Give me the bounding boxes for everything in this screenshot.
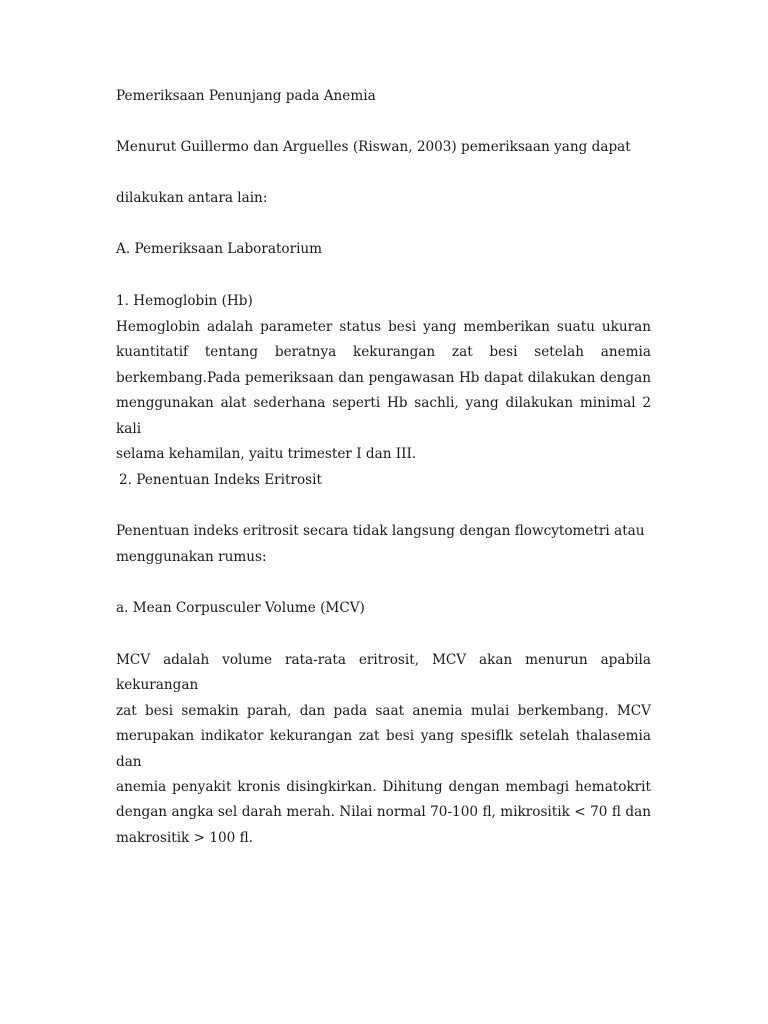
mcv-paragraph xyxy=(116,648,651,851)
item-1-line: selama kehamilan, yaitu trimester I dan III. xyxy=(116,446,417,463)
mcv-line: zat besi semakin parah, dan pada saat anemia mulai berkembang. MCV xyxy=(116,702,651,719)
item-1-line: menggunakan alat sederhana seperti Hb sachli, yang dilakukan minimal 2 kali xyxy=(116,395,651,437)
mcv-line: anemia penyakit kronis disingkirkan. Dihitung dengan membagi hematokrit xyxy=(116,779,651,796)
item-1-paragraph xyxy=(116,315,651,467)
item-2-heading: 2. Penentuan Indeks Eritrosit xyxy=(119,472,322,488)
sub-a-heading: a. Mean Corpusculer Volume (MCV) xyxy=(116,600,365,616)
item-1-line: kuantitatif tentang beratnya kekurangan zat besi setelah anemia xyxy=(116,344,651,361)
item-1-heading: 1. Hemoglobin (Hb) xyxy=(116,293,253,309)
item-2-line-1: Penentuan indeks eritrosit secara tidak langsung dengan flowcytometri atau xyxy=(116,523,645,539)
item-2-line-2: menggunakan rumus: xyxy=(116,549,267,565)
section-a-heading: A. Pemeriksaan Laboratorium xyxy=(116,241,323,257)
document-title: Pemeriksaan Penunjang pada Anemia xyxy=(116,88,376,104)
intro-line-1: Menurut Guillermo dan Arguelles (Riswan, 2003) pemeriksaan yang dapat xyxy=(116,139,631,155)
mcv-line: MCV adalah volume rata-rata eritrosit, MCV akan menurun apabila kekurangan xyxy=(116,652,651,694)
mcv-line: merupakan indikator kekurangan zat besi yang spesiflk setelah thalasemia dan xyxy=(116,728,651,770)
mcv-line: makrositik > 100 fl. xyxy=(116,829,253,846)
item-1-line: Hemoglobin adalah parameter status besi yang memberikan suatu ukuran xyxy=(116,319,651,335)
item-1-line: berkembang.Pada pemeriksaan dan pengawasan Hb dapat dilakukan dengan xyxy=(116,369,651,386)
intro-line-2: dilakukan antara lain: xyxy=(116,190,268,206)
mcv-line: dengan angka sel darah merah. Nilai normal 70-100 fl, mikrositik < 70 fl dan xyxy=(116,804,651,821)
